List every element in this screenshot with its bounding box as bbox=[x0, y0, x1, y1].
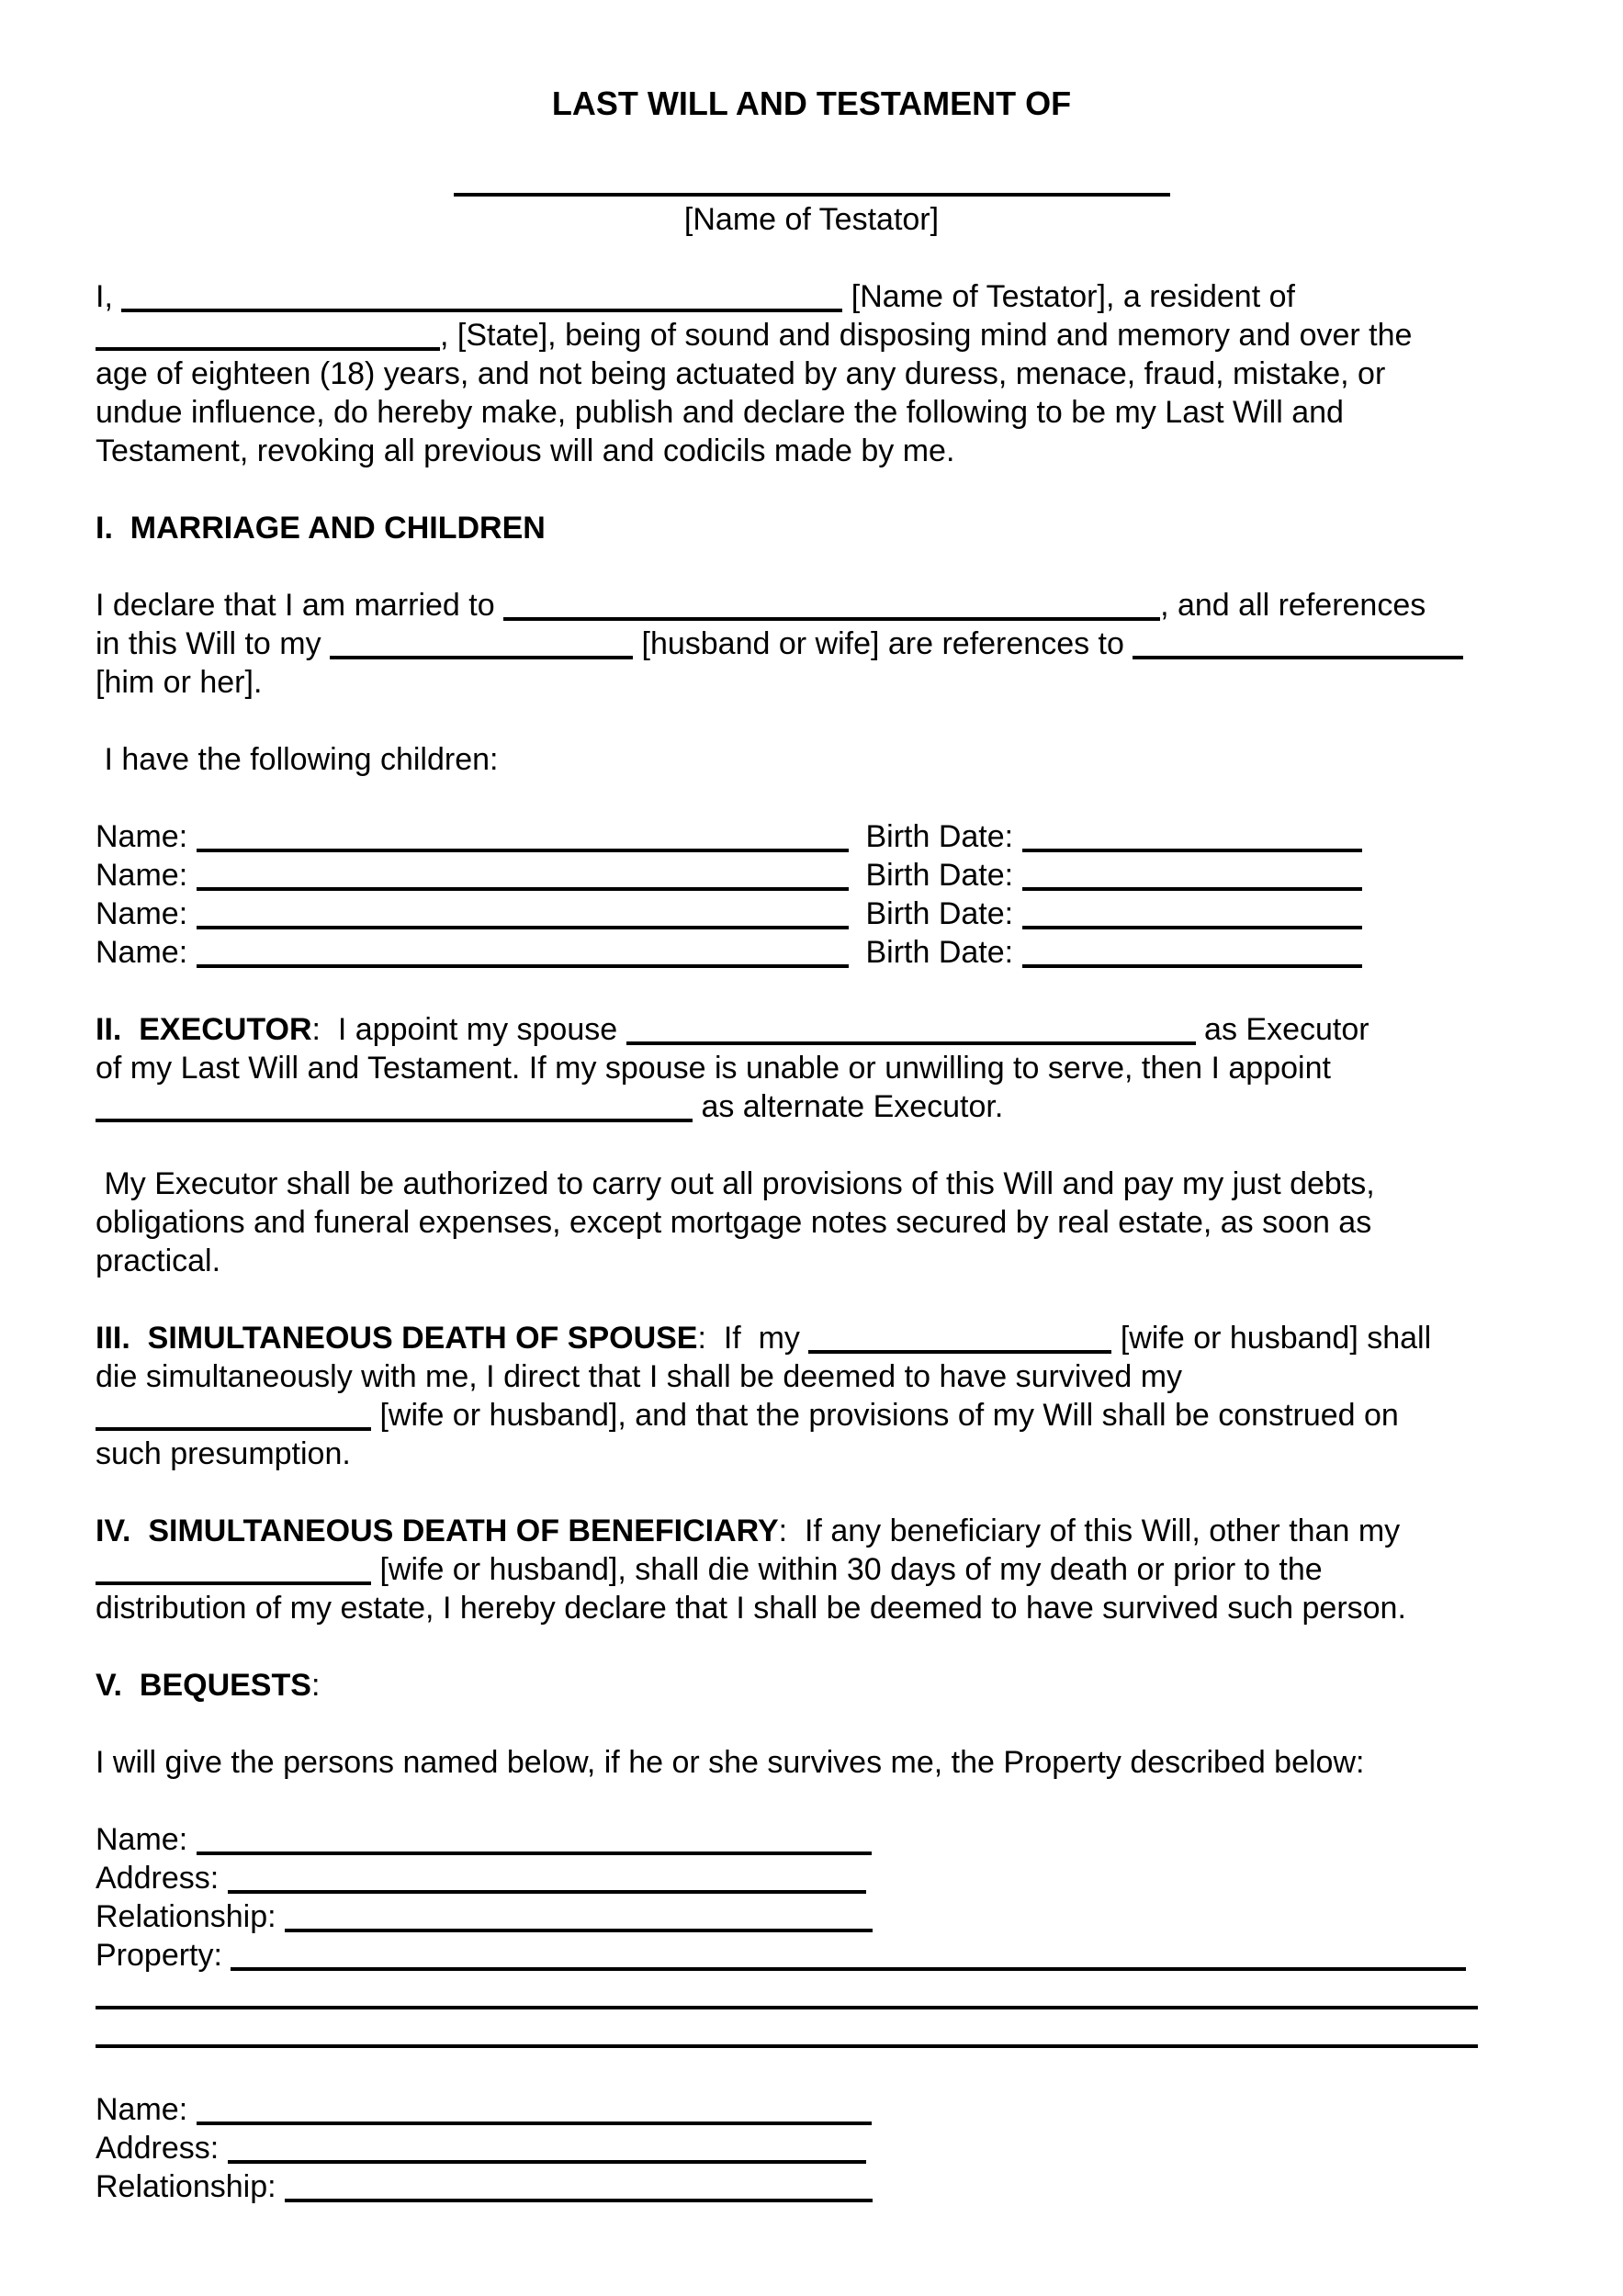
text-run: Birth Date: bbox=[848, 858, 1022, 893]
bequest-1-name-row bbox=[96, 1820, 1527, 1859]
testator-name-caption: [Name of Testator] bbox=[683, 202, 940, 237]
spouse-name-field bbox=[503, 617, 1160, 621]
text-run: : I appoint my spouse bbox=[311, 1012, 626, 1047]
executor-powers-line-2 bbox=[96, 1203, 1527, 1242]
section-4-beneficiary-death-heading-line bbox=[96, 1512, 1527, 1550]
section-5-bequests-heading-line bbox=[96, 1666, 1527, 1705]
spouse-death-line-3 bbox=[96, 1396, 1527, 1435]
marriage-line-3 bbox=[96, 663, 1527, 702]
bequest-2-address-row bbox=[96, 2129, 1527, 2167]
beneficiary-name-field bbox=[197, 2122, 872, 2125]
heading-text-run: II. EXECUTOR bbox=[96, 1012, 312, 1047]
text-run: Relationship: bbox=[96, 2169, 286, 2204]
text-run: in this Will to my bbox=[96, 626, 331, 661]
property-description-field bbox=[96, 2006, 1478, 2009]
child-row-2 bbox=[96, 856, 1527, 895]
text-run: age of eighteen (18) years, and not being actuated by any duress, menace, fraud, mistake, or bbox=[96, 356, 1386, 391]
beneficiary-death-line-2 bbox=[96, 1550, 1527, 1589]
text-run: Name: bbox=[96, 935, 197, 970]
text-run: I will give the persons named below, if he or she survives me, the Property described below: bbox=[96, 1745, 1365, 1780]
intro-line-4 bbox=[96, 393, 1527, 432]
text-run: Name: bbox=[96, 819, 197, 854]
executor-line-3 bbox=[96, 1087, 1527, 1126]
blank-spacer-line bbox=[96, 972, 1527, 1010]
text-run: Address: bbox=[96, 2131, 228, 2166]
text-run: Testament, revoking all previous will and codicils made by me. bbox=[96, 433, 955, 468]
blank-spacer-line bbox=[96, 1126, 1527, 1165]
spouse-pronoun-field bbox=[1133, 656, 1463, 659]
executor-powers-line-1 bbox=[96, 1165, 1527, 1203]
child-row-4 bbox=[96, 933, 1527, 972]
text-run: Birth Date: bbox=[848, 819, 1022, 854]
bequest-1-property-row bbox=[96, 1936, 1527, 1975]
spouse-title-field bbox=[96, 1581, 371, 1585]
text-run: I, bbox=[96, 279, 122, 314]
blank-spacer-line bbox=[96, 779, 1527, 817]
blank-spacer-line bbox=[96, 1782, 1527, 1820]
text-run: Name: bbox=[96, 2092, 197, 2127]
marriage-line-1 bbox=[96, 586, 1527, 625]
property-description-field bbox=[231, 1967, 1466, 1971]
text-run: Address: bbox=[96, 1861, 228, 1896]
alternate-executor-name-field bbox=[96, 1119, 693, 1122]
spouse-title-field bbox=[330, 656, 633, 659]
heading-text-run: I. MARRIAGE AND CHILDREN bbox=[96, 511, 546, 546]
bequest-1-address-row bbox=[96, 1859, 1527, 1897]
spouse-death-line-4 bbox=[96, 1435, 1527, 1473]
bequest-2-relationship-row bbox=[96, 2167, 1527, 2206]
text-run: practical. bbox=[96, 1244, 221, 1278]
beneficiary-address-field bbox=[228, 2160, 866, 2164]
child-name-field bbox=[197, 964, 849, 968]
section-3-spouse-death-heading-line bbox=[96, 1319, 1527, 1357]
blank-spacer-line bbox=[96, 1473, 1527, 1512]
spouse-title-field bbox=[96, 1427, 371, 1431]
spouse-death-line-2 bbox=[96, 1357, 1527, 1396]
intro-line-2 bbox=[96, 316, 1527, 355]
text-run: Name: bbox=[96, 1822, 197, 1857]
text-run: such presumption. bbox=[96, 1436, 351, 1471]
beneficiary-death-line-3 bbox=[96, 1589, 1527, 1627]
beneficiary-address-field bbox=[228, 1890, 866, 1894]
heading-text-run: V. BEQUESTS bbox=[96, 1668, 311, 1703]
text-run: Property: bbox=[96, 1938, 231, 1973]
child-name-field bbox=[197, 887, 849, 891]
intro-line-3 bbox=[96, 355, 1527, 393]
text-run: obligations and funeral expenses, except mortgage notes secured by real estate, as soon as bbox=[96, 1205, 1372, 1240]
text-run: : If my bbox=[697, 1321, 809, 1356]
testator-name-field bbox=[121, 309, 842, 312]
text-run: distribution of my estate, I hereby declare that I shall be deemed to have survived such person. bbox=[96, 1591, 1406, 1626]
child-name-field bbox=[197, 926, 849, 929]
text-run: [Name of Testator], a resident of bbox=[842, 279, 1295, 314]
bequest-1-relationship-row bbox=[96, 1897, 1527, 1936]
executor-powers-line-3 bbox=[96, 1242, 1527, 1280]
text-run: Birth Date: bbox=[848, 935, 1022, 970]
intro-line-1 bbox=[96, 277, 1527, 316]
beneficiary-relationship-field bbox=[285, 1929, 873, 1932]
blank-spacer-line bbox=[96, 2052, 1527, 2090]
beneficiary-relationship-field bbox=[285, 2199, 873, 2202]
text-run: , [State], being of sound and disposing mind and memory and over the bbox=[440, 318, 1413, 353]
testator-name-blank bbox=[454, 193, 1170, 197]
text-run: [him or her]. bbox=[96, 665, 263, 700]
blank-spacer-line bbox=[96, 470, 1527, 509]
text-run: Relationship: bbox=[96, 1899, 286, 1934]
intro-line-5 bbox=[96, 432, 1527, 470]
bequests-intro bbox=[96, 1743, 1527, 1782]
spouse-title-field bbox=[808, 1350, 1111, 1354]
blank-spacer-line bbox=[96, 1705, 1527, 1743]
bequest-1-property-continuation-2 bbox=[96, 2013, 1527, 2052]
text-run: [wife or husband], and that the provisions of my Will shall be construed on bbox=[371, 1398, 1399, 1433]
text-run: [wife or husband], shall die within 30 days of my death or prior to the bbox=[371, 1552, 1323, 1587]
section-1-marriage-heading bbox=[96, 509, 1527, 547]
text-run: [husband or wife] are references to bbox=[633, 626, 1133, 661]
blank-spacer-line bbox=[96, 239, 1527, 277]
testator-name-blank bbox=[96, 162, 1527, 200]
text-run: undue influence, do hereby make, publish and declare the following to be my Last Will and bbox=[96, 395, 1344, 430]
text-run: I declare that I am married to bbox=[96, 588, 504, 623]
executor-line-2 bbox=[96, 1049, 1527, 1087]
child-row-3 bbox=[96, 895, 1527, 933]
state-field bbox=[96, 347, 440, 351]
child-birthdate-field bbox=[1022, 887, 1362, 891]
text-run: [wife or husband] shall bbox=[1111, 1321, 1432, 1356]
text-run: Birth Date: bbox=[848, 896, 1022, 931]
blank-spacer-line bbox=[96, 123, 1527, 162]
heading-text-run: IV. SIMULTANEOUS DEATH OF BENEFICIARY bbox=[96, 1514, 779, 1548]
heading-text-run: III. SIMULTANEOUS DEATH OF SPOUSE bbox=[96, 1321, 698, 1356]
text-run: Name: bbox=[96, 858, 197, 893]
text-run: : If any beneficiary of this Will, other than my bbox=[778, 1514, 1401, 1548]
bequest-2-name-row bbox=[96, 2090, 1527, 2129]
children-intro bbox=[96, 740, 1527, 779]
text-run: I have the following children: bbox=[96, 742, 499, 777]
blank-spacer-line bbox=[96, 1280, 1527, 1319]
text-run: of my Last Will and Testament. If my spouse is unable or unwilling to serve, then I appoint bbox=[96, 1051, 1331, 1086]
blank-spacer-line bbox=[96, 702, 1527, 740]
text-run: as Executor bbox=[1195, 1012, 1369, 1047]
marriage-line-2 bbox=[96, 625, 1527, 663]
executor-spouse-name-field bbox=[626, 1041, 1196, 1045]
child-birthdate-field bbox=[1022, 926, 1362, 929]
property-description-field bbox=[96, 2044, 1478, 2048]
beneficiary-name-field bbox=[197, 1851, 872, 1855]
blank-spacer-line bbox=[96, 547, 1527, 586]
section-2-executor-heading-line bbox=[96, 1010, 1527, 1049]
bequest-1-property-continuation-1 bbox=[96, 1975, 1527, 2013]
child-name-field bbox=[197, 849, 849, 852]
blank-spacer-line bbox=[96, 1627, 1527, 1666]
text-run: Name: bbox=[96, 896, 197, 931]
text-run: as alternate Executor. bbox=[693, 1089, 1004, 1124]
text-run: My Executor shall be authorized to carry out all provisions of this Will and pay my just debts, bbox=[96, 1166, 1375, 1201]
text-run: , and all references bbox=[1160, 588, 1426, 623]
text-run: die simultaneously with me, I direct that I shall be deemed to have survived my bbox=[96, 1359, 1183, 1394]
text-run: : bbox=[310, 1668, 321, 1703]
child-row-1 bbox=[96, 817, 1527, 856]
child-birthdate-field bbox=[1022, 849, 1362, 852]
document-title: LAST WILL AND TESTAMENT OF bbox=[551, 84, 1072, 122]
child-birthdate-field bbox=[1022, 964, 1362, 968]
